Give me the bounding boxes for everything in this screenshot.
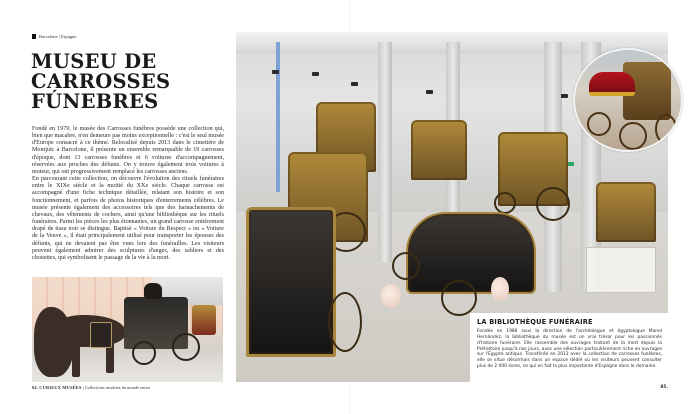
article-title [31,52,221,112]
gilded-carriage [411,120,467,180]
wheel [172,333,200,361]
left-footer: 84. CURIEUX MUSÉES | Collections insolites du monde entier [32,385,151,390]
wheel [132,341,156,365]
wheel [441,280,477,316]
wheel [587,112,611,136]
wheel [536,187,570,221]
display-case [586,247,656,293]
feather-plume [381,284,401,308]
article-body [32,126,224,262]
wheel [494,192,516,214]
spotlight [561,94,568,98]
carriage-inset-photo [573,48,683,152]
title-line-2: CARROSSES [31,70,171,93]
right-page-number: 85. [660,385,668,390]
title-line-1: MUSEU DE [31,50,157,73]
background-carriage [192,305,216,335]
sidebar-text: Fondée en 1986 sous la direction de l'archéologue et égyptologue Manel Hernández, la bibliothèque du musée est un vrai trésor pour les passionnés d'histoire funéraire. Elle rassemble des ouvrages traitant de la mort depuis la Préhistoire jusqu'à nos jours, avec une sélection particulièrement riche en ouvrages sur l'Égypte antique. Transférée en 2013 avec la collection de carrosses funèbres, elle se situe désormais dans un espace dédié où les visiteurs peuvent consulter plus de 2 000 livres, ce qui en fait la plus importante d'Espagne dans le domaine. [477,329,662,370]
red-canopy [589,72,635,96]
spotlight [426,90,433,94]
magazine-name: CURIEUX MUSÉES [39,385,82,390]
black-carriage [246,207,336,357]
flag-icon [32,34,36,39]
veiled-widow-carriage [406,212,536,294]
gilded-carriage [596,182,656,242]
spotlight [351,82,358,86]
feather-plume [491,277,509,301]
exit-sign [567,162,574,166]
page-number: 84. [32,385,39,390]
spotlight [312,72,319,76]
title-line-3: FÚNEBRES [31,90,159,113]
pillar [276,42,280,192]
location-kicker [32,34,76,39]
horse-sculpture [72,341,80,377]
wheel [655,114,677,144]
hearse-photo [32,277,223,382]
sidebar-heading: LA BIBLIOTHÈQUE FUNÉRAIRE [477,318,593,326]
library-sidebar [470,313,668,384]
section-name: Collections insolites du monde entier [84,385,151,390]
wheel [619,122,647,150]
wheel [392,252,420,280]
spotlight [272,70,279,74]
body-paragraph: En parcourant cette collection, on découvre l'évolution des rituels funéraires entre le XIXe siècle et la moitié du XXe siècle. Chaque carrosse est accompagné d'une fiche technique détaillée, relatant son histoire et son fonctionnement, et parfois de photos historiques d'enterrements célèbres. Le musée présente également des accessoires tels que des harnachements de chevaux, des vêtements de cochers, ainsi qu'une bibliothèque sur les rituels funéraires. Parmi les pièces les plus étonnantes, un grand carrosse entièrement drapé de tissu noir se distingue. Baptisé « Voiture du Respect » ou « Voiture de la Veuve », il était principalement utilisé pour transporter les épouses des défunts, qui ne devaient pas être vues lors des funérailles. Les visiteurs peuvent également admirer des sculptures d'anges, des sabliers et des chouettes, qui symbolisent le passage de la vie à la mort. [32,176,224,261]
wheel [328,292,362,352]
body-paragraph: Fondé en 1970, le musée des Carrosses funèbres possède une collection qui, bien que macabre, n'en demeure pas moins exceptionnelle : c'est le seul musée d'Europe consacré à ce thème. Relocalisé depuis 2013 dans le cimetière de Montjuïc à Barcelone, il présente un ensemble remarquable de 19 carrosses d'époque, dont 13 carrosses funèbres et 6 voitures d'accompagnement, réservées aux proches des défunts. On y trouve également trois voitures à moteur, qui ont progressivement remplacé les carrosses anciens. [32,126,224,175]
pillar [378,42,392,262]
kicker-text: Barcelone | Espagne [39,34,77,39]
